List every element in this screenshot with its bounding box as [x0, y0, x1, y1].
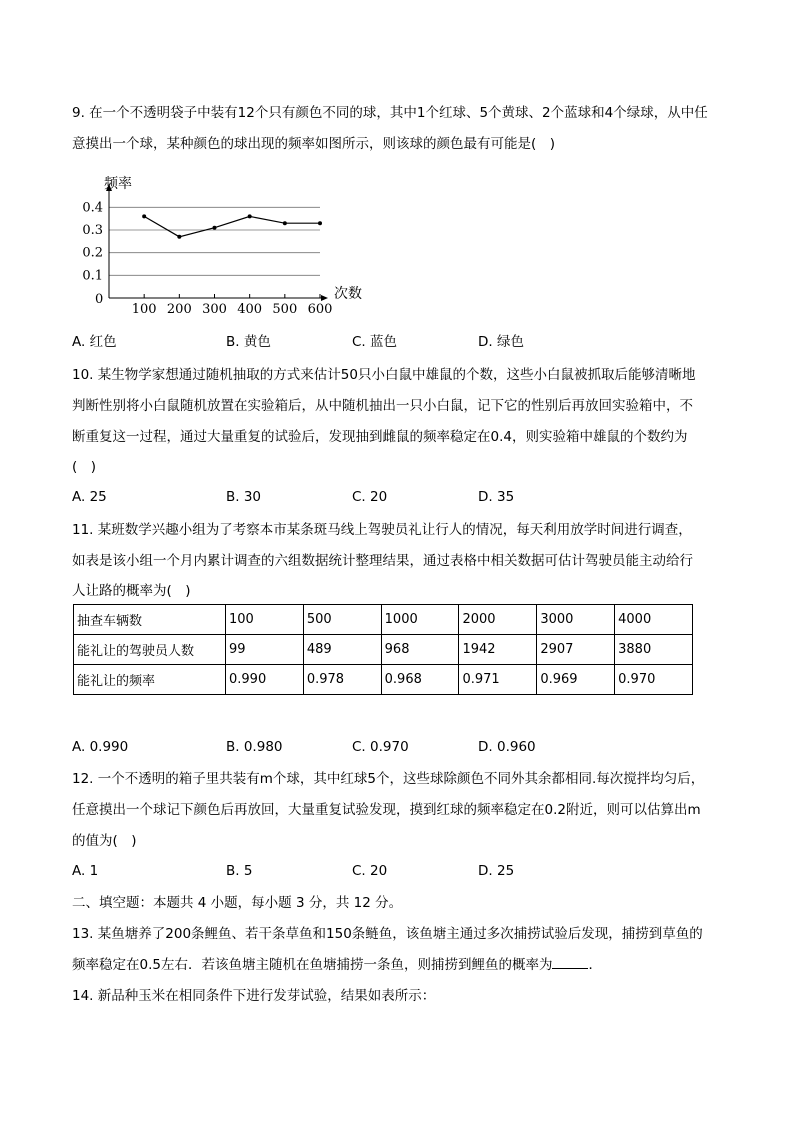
table-cell: 0.971 [459, 665, 537, 695]
chart-y-tick-label: 0.2 [82, 245, 103, 261]
q9-option-d: D. 绿色 [478, 334, 524, 350]
chart-y-axis-label: 频率 [104, 176, 132, 192]
table-cell: 能礼让的驾驶员人数 [74, 635, 226, 665]
table-row [74, 605, 693, 635]
q12-stem-line3: 的值为( ) [72, 833, 137, 849]
table-cell: 1942 [459, 635, 537, 665]
chart-grid [109, 207, 320, 275]
q10-stem-line3: 断重复这一过程，通过大量重复的试验后，发现抽到雌鼠的频率稳定在0.4，则实验箱中雄鼠的个数约为 [72, 429, 688, 445]
chart-data-point [283, 221, 287, 225]
q11-option-d: D. 0.960 [478, 739, 536, 755]
q9-option-a: A. 红色 [72, 334, 117, 350]
chart-series [142, 214, 322, 238]
table-cell: 0.969 [537, 665, 615, 695]
chart-y-tick-label: 0.1 [82, 268, 103, 284]
q10-option-b: B. 30 [226, 489, 262, 505]
chart-data-point [213, 226, 217, 230]
q10-option-d: D. 35 [478, 489, 515, 505]
q9-stem-line1: 9. 在一个不透明袋子中装有12个只有颜色不同的球，其中1个红球、5个黄球、2个蓝球和4个绿球，从中任 [72, 105, 708, 121]
chart-y-tick-label: 0.4 [82, 200, 103, 216]
table-cell: 99 [226, 635, 304, 665]
table-row [74, 665, 693, 695]
chart-data-point [142, 214, 146, 218]
chart-origin-label: 0 [95, 292, 104, 307]
table-cell: 1000 [381, 605, 459, 635]
table-cell: 3000 [537, 605, 615, 635]
table-cell: 4000 [615, 605, 693, 635]
q12-option-c: C. 20 [352, 863, 388, 879]
table-cell: 500 [303, 605, 381, 635]
chart-ticks [82, 200, 332, 317]
q9-stem-line2: 意摸出一个球，某种颜色的球出现的频率如图所示，则该球的颜色最有可能是( ) [72, 136, 556, 152]
table-cell: 3880 [615, 635, 693, 665]
q10-option-c: C. 20 [352, 489, 388, 505]
q12-option-d: D. 25 [478, 863, 515, 879]
answer-blank[interactable] [552, 956, 588, 969]
table-cell: 0.978 [303, 665, 381, 695]
q13-stem-end: ． [588, 957, 602, 973]
table-cell: 2907 [537, 635, 615, 665]
chart-series-line [144, 216, 320, 236]
q11-stem-line3: 人让路的概率为( ) [72, 583, 191, 599]
q10-stem-line2: 判断性别将小白鼠随机放置在实验箱后，从中随机抽出一只小白鼠，记下它的性别后再放回实验箱中，不 [72, 398, 693, 414]
q10-stem-line1: 10. 某生物学家想通过随机抽取的方式来估计50只小白鼠中雄鼠的个数，这些小白鼠被抓取后能够清晰地 [72, 367, 696, 383]
table-cell: 0.990 [226, 665, 304, 695]
table-cell: 抽查车辆数 [74, 605, 226, 635]
q10-option-a: A. 25 [72, 489, 107, 505]
table-cell: 0.968 [381, 665, 459, 695]
q11-option-b: B. 0.980 [226, 739, 283, 755]
table-cell: 968 [381, 635, 459, 665]
q12-option-b: B. 5 [226, 863, 253, 879]
q9-option-b: B. 黄色 [226, 334, 271, 350]
table-cell: 2000 [459, 605, 537, 635]
chart-axes [106, 184, 328, 301]
q13-stem-line1: 13. 某鱼塘养了200条鲤鱼、若干条草鱼和150条鲢鱼，该鱼塘主通过多次捕捞试验后发现，捕捞到草鱼的 [72, 926, 703, 942]
chart-y-tick-label: 0.3 [82, 223, 103, 238]
table-cell: 489 [303, 635, 381, 665]
chart-x-arrow [321, 295, 328, 301]
table-row [74, 635, 693, 665]
q11-stem-line2: 如表是该小组一个月内累计调查的六组数据统计整理结果，通过表格中相关数据可估计驾驶员能主动给行 [72, 553, 693, 569]
chart-data-point [177, 235, 181, 239]
section-heading: 二、填空题：本题共 4 小题，每小题 3 分，共 12 分。 [72, 895, 403, 911]
chart-x-tick-label: 500 [272, 302, 298, 317]
q13-stem-text: 频率稳定在0.5左右．若该鱼塘主随机在鱼塘捕捞一条鱼，则捕捞到鲤鱼的概率为 [72, 957, 553, 973]
q14-stem-line1: 14. 新品种玉米在相同条件下进行发芽试验，结果如表所示： [72, 988, 436, 1004]
q12-option-a: A. 1 [72, 863, 99, 879]
q9-option-c: C. 蓝色 [352, 334, 398, 350]
chart-x-tick-label: 100 [131, 302, 157, 317]
q13-stem-line2 [72, 956, 602, 974]
q11-stem-line1: 11. 某班数学兴趣小组为了考察本市某条斑马线上驾驶员礼让行人的情况，每天利用放学时间进行调查， [72, 522, 692, 538]
q11-option-c: C. 0.970 [352, 739, 409, 755]
q12-stem-line2: 任意摸出一个球记下颜色后再放回，大量重复试验发现，摸到红球的频率稳定在0.2附近，则可以估算出m [72, 802, 701, 818]
chart-x-tick-label: 300 [202, 302, 227, 317]
frequency-line-chart [72, 170, 372, 320]
chart-x-tick-label: 200 [166, 302, 192, 317]
table-cell: 0.970 [615, 665, 693, 695]
chart-data-point [248, 214, 252, 218]
q12-stem-line1: 12. 一个不透明的箱子里共装有m个球，其中红球5个，这些球除颜色不同外其余都相同.每次搅拌均匀后， [72, 771, 705, 787]
chart-x-tick-label: 600 [307, 302, 333, 317]
chart-data-point [318, 221, 322, 225]
chart-x-axis-label: 次数 [334, 286, 362, 302]
q10-stem-line4: ( ) [72, 459, 97, 475]
table-cell: 能礼让的频率 [74, 665, 226, 695]
chart-x-tick-label: 400 [237, 302, 263, 317]
table-cell: 100 [226, 605, 304, 635]
survey-data-table [73, 604, 693, 695]
q11-option-a: A. 0.990 [72, 739, 129, 755]
